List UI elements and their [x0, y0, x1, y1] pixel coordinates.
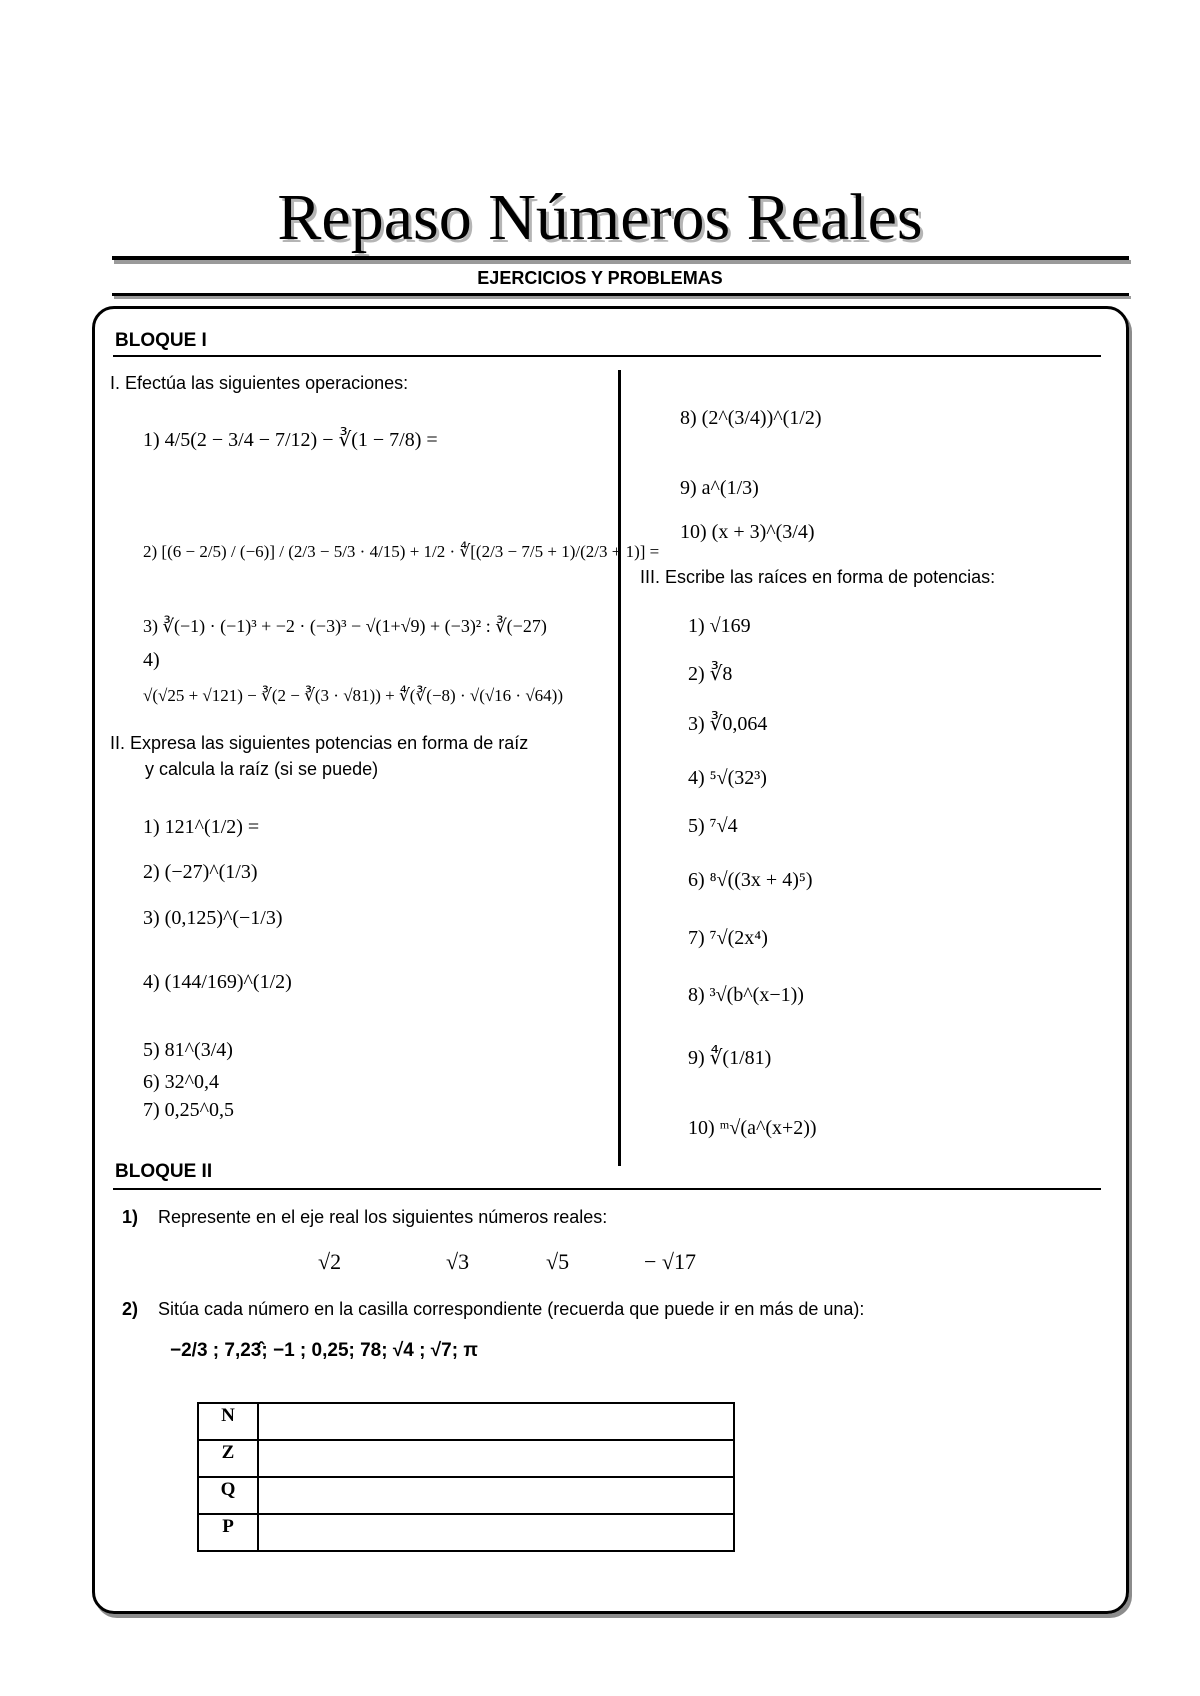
sec1-item-3: 3) ∛(−1) · (−1)³ + −2 · (−3)³ − √(1+√9) + (−3)² : ∛(−27): [143, 616, 547, 636]
sec2-item-3: 3) (0,125)^(−1/3): [143, 907, 283, 929]
table-row: [198, 1403, 734, 1440]
subtitle-rule-shadow: [114, 296, 1131, 299]
sec3-item-9: 9) ∜(1/81): [688, 1047, 772, 1069]
sec2-item-5: 5) 81^(3/4): [143, 1039, 233, 1061]
page-title: Repaso Números Reales: [277, 181, 923, 254]
section-2-title-line2: y calcula la raíz (si se puede): [145, 759, 379, 779]
sec2-item-6: 6) 32^0,4: [143, 1071, 220, 1093]
q2-text: Sitúa cada número en la casilla correspondiente (recuerda que puede ir en más de una):: [158, 1299, 865, 1319]
sec2-item-9: 9) a^(1/3): [680, 477, 759, 499]
q1-number: 1): [122, 1207, 139, 1227]
sec2-item-4: 4) (144/169)^(1/2): [143, 971, 292, 993]
sec3-item-4: 4) ⁵√(32³): [688, 767, 767, 789]
sec1-item-1: 1) 4/5(2 − 3/4 − 7/12) − ∛(1 − 7/8) =: [143, 429, 438, 451]
column-divider: [618, 370, 621, 1166]
sec2-item-8: 8) (2^(3/4))^(1/2): [680, 407, 822, 429]
set-label-q: Q: [198, 1477, 258, 1514]
section-2-title: II. Expresa las siguientes potencias en forma de raíz: [110, 733, 529, 753]
section-3-title: III. Escribe las raíces en forma de potencias:: [640, 567, 996, 587]
sec1-item-2: 2) [(6 − 2/5) / (−6)] / (2/3 − 5/3 · 4/15) + 1/2 · ∜[(2/3 − 7/5 + 1)/(2/3 + 1)] =: [143, 542, 660, 561]
q1-text: Represente en el eje real los siguientes números reales:: [158, 1207, 608, 1227]
table-row: [198, 1477, 734, 1514]
q1-number-sqrt2: √2: [318, 1249, 342, 1274]
sec2-item-1: 1) 121^(1/2) =: [143, 816, 260, 838]
set-label-n: N: [198, 1403, 258, 1440]
sec3-item-3: 3) ∛0,064: [688, 713, 768, 735]
q2-number: 2): [122, 1299, 139, 1319]
sec3-item-10: 10) ᵐ√(a^(x+2)): [688, 1117, 817, 1139]
title-rule: [112, 256, 1129, 260]
q1-number-neg-sqrt17: − √17: [644, 1249, 696, 1274]
sec3-item-7: 7) ⁷√(2x⁴): [688, 927, 768, 949]
section-1-title: I. Efectúa las siguientes operaciones:: [110, 373, 409, 393]
sec1-item-4-label: 4): [143, 649, 160, 671]
sec3-item-1: 1) √169: [688, 615, 751, 637]
q2-numbers: −2/3 ; 7,23̂; −1 ; 0,25; 78; √4 ; √7; π: [170, 1340, 478, 1361]
sec3-item-6: 6) ⁸√((3x + 4)⁵): [688, 869, 813, 891]
table-row: [198, 1440, 734, 1477]
subtitle-rule: [112, 293, 1129, 296]
sec1-item-4: √(√25 + √121) − ∛(2 − ∛(3 · √81)) + ∜(∛(−8) · √(√16 · √64)): [143, 686, 563, 705]
q1-number-sqrt5: √5: [546, 1249, 570, 1274]
sec2-item-7: 7) 0,25^0,5: [143, 1099, 235, 1121]
set-label-p: P: [198, 1514, 258, 1551]
number-sets-table: [197, 1402, 735, 1552]
sec3-item-2: 2) ∛8: [688, 663, 733, 685]
bloque-1-heading: BLOQUE I: [115, 330, 207, 351]
title-rule-shadow: [114, 260, 1131, 264]
sec3-item-8: 8) ³√(b^(x−1)): [688, 984, 804, 1006]
sec3-item-5: 5) ⁷√4: [688, 815, 738, 837]
set-cell-n[interactable]: [258, 1403, 734, 1440]
bloque-2-rule: [113, 1188, 1101, 1190]
set-cell-q[interactable]: [258, 1477, 734, 1514]
table-row: [198, 1514, 734, 1551]
bloque-2-heading: BLOQUE II: [115, 1161, 213, 1182]
page-subtitle: EJERCICIOS Y PROBLEMAS: [477, 268, 723, 288]
sec2-item-10: 10) (x + 3)^(3/4): [680, 521, 815, 543]
set-label-z: Z: [198, 1440, 258, 1477]
sec2-item-2: 2) (−27)^(1/3): [143, 861, 258, 883]
bloque-1-rule: [113, 355, 1101, 357]
set-cell-z[interactable]: [258, 1440, 734, 1477]
q1-number-sqrt3: √3: [446, 1249, 470, 1274]
set-cell-p[interactable]: [258, 1514, 734, 1551]
